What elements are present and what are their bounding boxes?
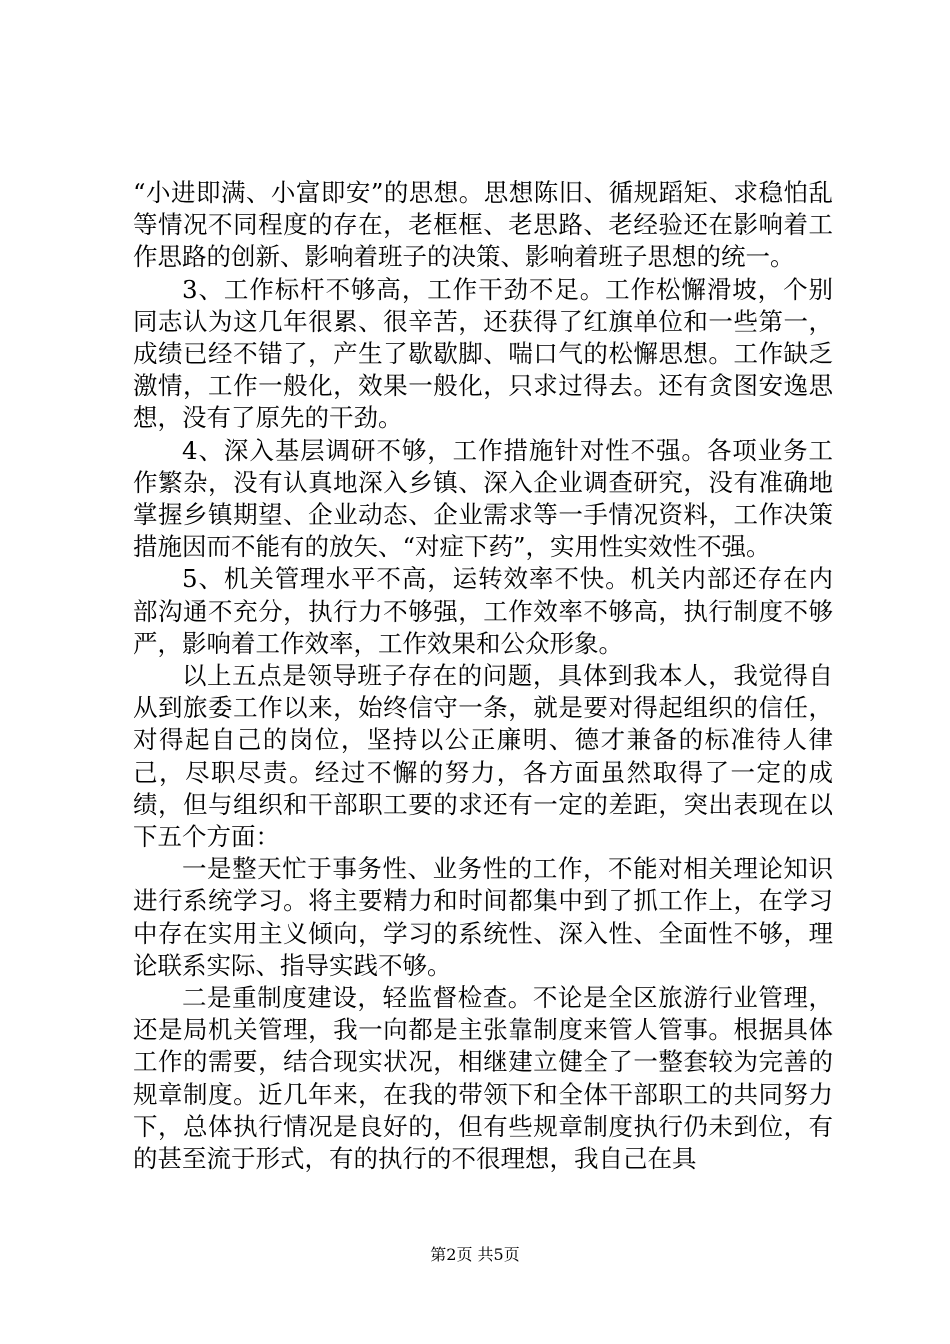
paragraph-point-one: 一是整天忙于事务性、业务性的工作，不能对相关理论知识进行系统学习。将主要精力和时间都集中到了抓工作上，在学习中存在实用主义倾向，学习的系统性、深入性、全面性不够，理论联系实际、指导实践不够。: [133, 854, 833, 980]
paragraph-item-5: 5、机关管理水平不高，运转效率不快。机关内部还存在内部沟通不充分，执行力不够强，工作效率不够高，执行制度不够严，影响着工作效率，工作效果和公众形象。: [133, 564, 833, 658]
paragraph-point-two: 二是重制度建设，轻监督检查。不论是全区旅游行业管理，还是局机关管理，我一向都是主张靠制度来管人管事。根据具体工作的需要，结合现实状况，相继建立健全了一整套较为完善的规章制度。近几年来，在我的带领下和全体干部职工的共同努力下，总体执行情况是良好的，但有些规章制度执行仍未到位，有的甚至流于形式，有的执行的不很理想，我自己在具: [133, 983, 833, 1174]
document-body: [133, 177, 833, 1175]
page-number: 第2页 共5页: [430, 1245, 520, 1264]
paragraph-item-3: 3、工作标杆不够高，工作干劲不足。工作松懈滑坡，个别同志认为这几年很累、很辛苦，还获得了红旗单位和一些第一，成绩已经不错了，产生了歇歇脚、喘口气的松懈思想。工作缺乏激情，工作一般化，效果一般化，只求过得去。还有贪图安逸思想，没有了原先的干劲。: [133, 274, 833, 433]
paragraph-item-4: 4、深入基层调研不够，工作措施针对性不强。各项业务工作繁杂，没有认真地深入乡镇、深入企业调查研究，没有准确地掌握乡镇期望、企业动态、企业需求等一手情况资料，工作决策措施因而不能有的放矢、“对症下药”，实用性实效性不强。: [133, 435, 833, 562]
paragraph-summary: 以上五点是领导班子存在的问题，具体到我本人，我觉得自从到旅委工作以来，始终信守一条，就是要对得起组织的信任，对得起自己的岗位，坚持以公正廉明、德才兼备的标准待人律己，尽职尽责。经过不懈的努力，各方面虽然取得了一定的成绩，但与组织和干部职工要的求还有一定的差距，突出表现在以下五个方面：: [133, 661, 833, 852]
page-footer: [0, 1244, 950, 1266]
paragraph-continuation: “小进即满、小富即安”的思想。思想陈旧、循规蹈矩、求稳怕乱等情况不同程度的存在，老框框、老思路、老经验还在影响着工作思路的创新、影响着班子的决策、影响着班子思想的统一。: [133, 178, 833, 272]
